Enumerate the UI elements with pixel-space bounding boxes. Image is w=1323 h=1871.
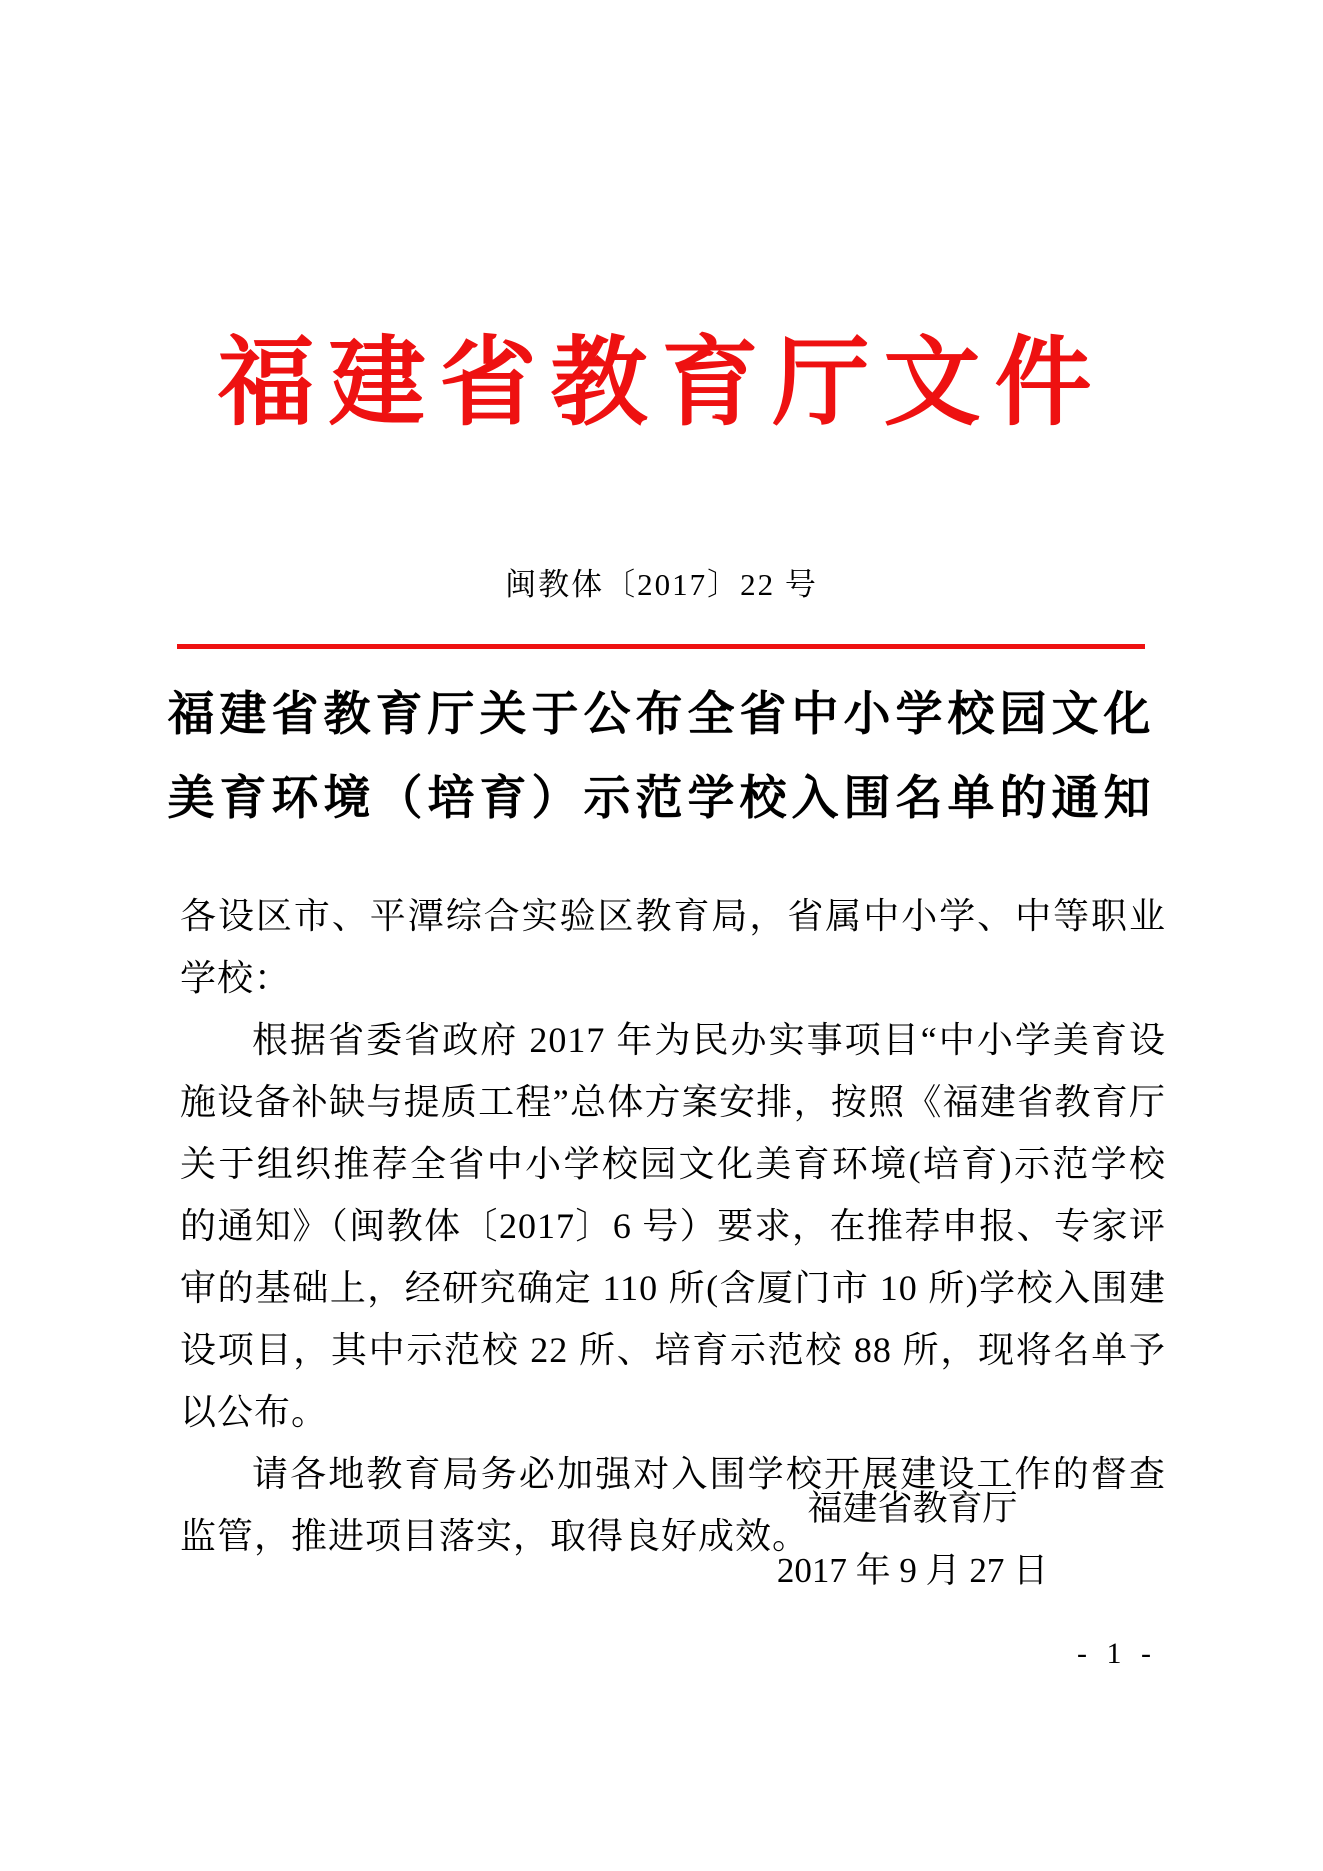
page-number: - 1 - xyxy=(1077,1637,1157,1670)
paragraph: 各设区市、平潭综合实验区教育局，省属中小学、中等职业学校： xyxy=(180,896,1166,998)
red-divider-line xyxy=(177,644,1145,649)
document-title-line-2: 美育环境（培育）示范学校入围名单的通知 xyxy=(167,771,1156,824)
red-header-title: 福建省教育厅文件 xyxy=(217,330,1106,437)
signature-issuer: 福建省教育厅 xyxy=(807,1489,1018,1528)
document-title-line-1: 福建省教育厅关于公布全省中小学校园文化 xyxy=(167,687,1156,740)
signature-date: 2017 年 9 月 27 日 xyxy=(776,1551,1049,1590)
paragraph: 请各地教育局务必加强对入围学校开展建设工作的督查监管，推进项目落实，取得良好成效。 xyxy=(180,1454,1166,1556)
document-number: 闽教体〔2017〕22 号 xyxy=(505,567,818,602)
signature-block xyxy=(760,1478,1065,1602)
body-text xyxy=(180,885,1166,1567)
document-title xyxy=(0,672,1323,840)
paragraph: 根据省委省政府 2017 年为民办实事项目“中小学美育设施设备补缺与提质工程”总体方案安排，按照《福建省教育厅关于组织推荐全省中小学校园文化美育环境(培育)示范学校的通知》（闽教体〔2017〕6 号）要求，在推荐申报、专家评审的基础上，经研究确定 110 所(含厦门市 10 所)学校入围建设项目，其中示范校 22 所、培育示范校 88 所，现将名单予以公布。 xyxy=(180,1020,1166,1432)
